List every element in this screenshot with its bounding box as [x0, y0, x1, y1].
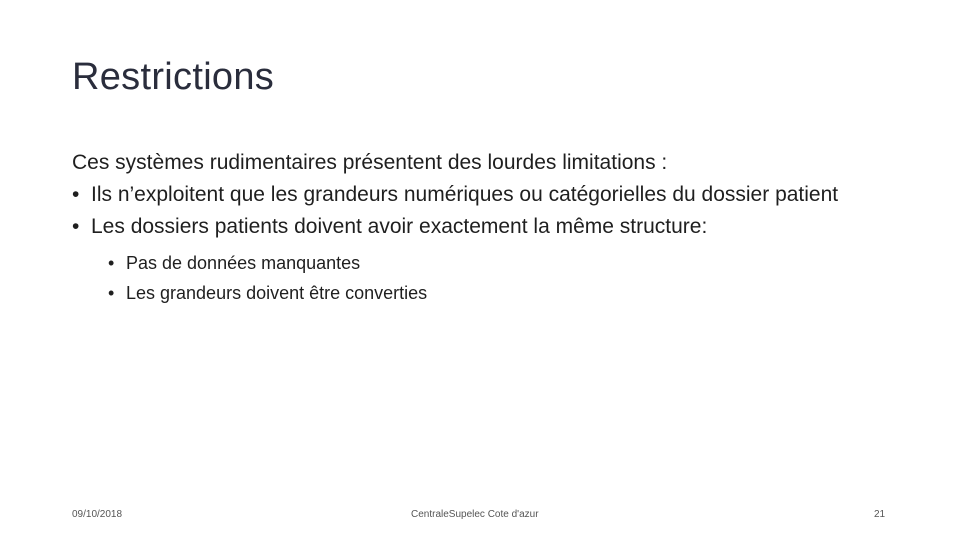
bullet-item: [72, 180, 892, 210]
sub-bullet-item: [72, 278, 892, 308]
sub-bullet-item: [72, 248, 892, 278]
slide-title: Restrictions: [72, 56, 275, 98]
bullet-icon: •: [108, 283, 115, 303]
bullet-text: Les dossiers patients doivent avoir exactement la même structure:: [91, 215, 708, 238]
footer-date: 09/10/2018: [72, 509, 123, 520]
intro-text: Ces systèmes rudimentaires présentent des lourdes limitations :: [72, 151, 668, 174]
bullet-icon: •: [72, 215, 80, 238]
bullet-item: [72, 212, 892, 242]
bullet-icon: •: [108, 253, 115, 273]
bullet-icon: •: [72, 183, 80, 206]
sub-bullet-text: Pas de données manquantes: [126, 253, 361, 273]
bullet-text: Ils n’exploitent que les grandeurs numériques ou catégorielles du dossier patient: [91, 183, 839, 206]
slide-body: [72, 148, 892, 308]
footer-organization: CentraleSupelec Cote d'azur: [411, 509, 539, 520]
footer-page-number: 21: [874, 509, 886, 520]
sub-bullet-text: Les grandeurs doivent être converties: [126, 283, 428, 303]
